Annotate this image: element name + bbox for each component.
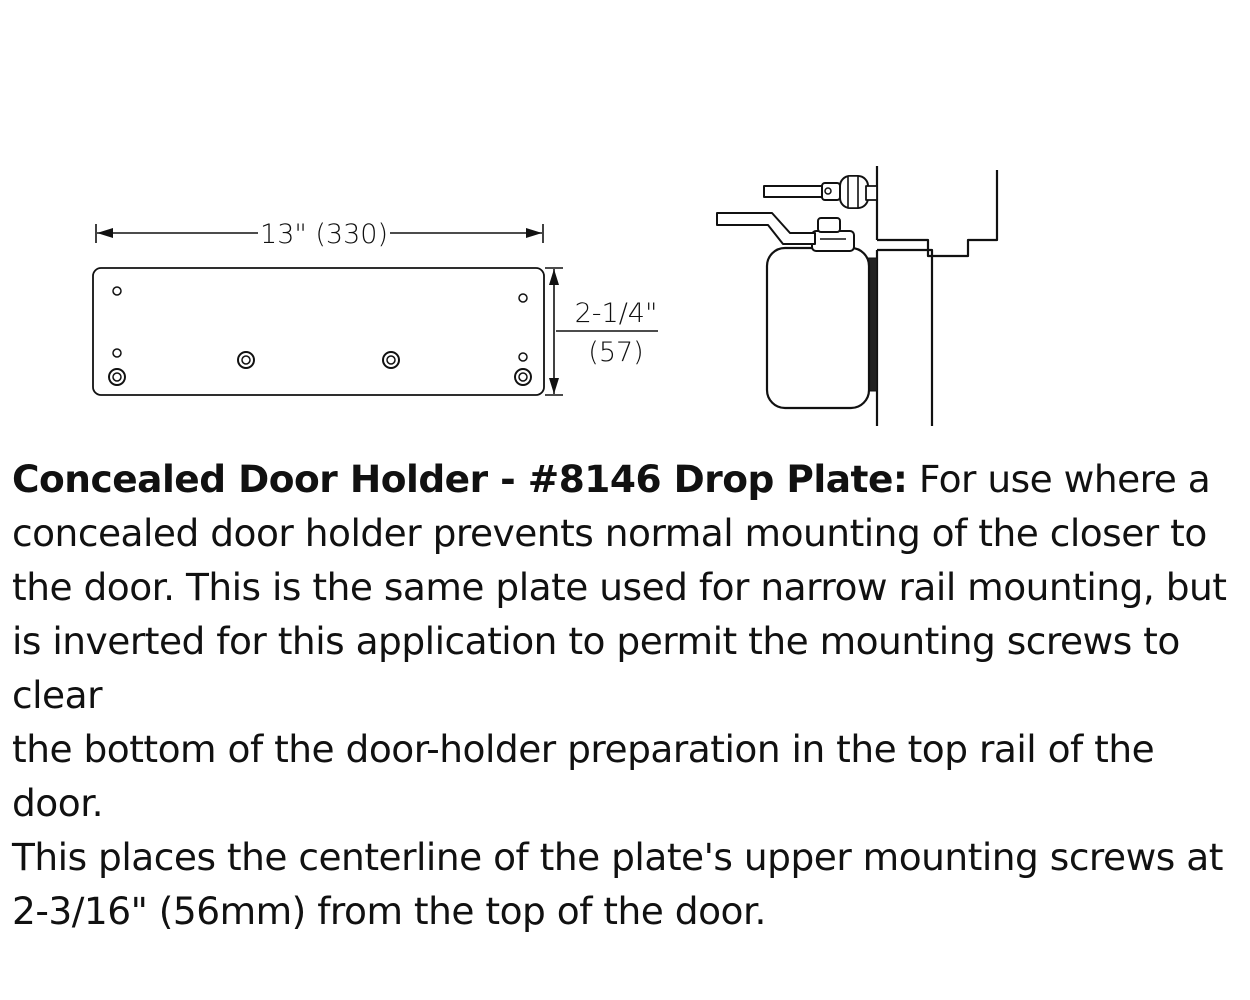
height-dimension [545,268,658,395]
closer-forearm [764,186,830,197]
description-line: For use where a [907,457,1211,501]
drop-plate-front-view [93,219,658,395]
mounting-hole [238,352,254,368]
product-description-lead: Concealed Door Holder - #8146 Drop Plate: [12,457,908,501]
product-description [12,452,1248,938]
drop-plate-outline [93,268,544,395]
mounting-hole [383,352,399,368]
closer-main-arm [717,213,815,244]
door-frame-outline [877,166,997,256]
closer-body [767,248,869,408]
mounting-hole [109,369,125,385]
description-line: the bottom of the door-holder preparation in the top rail of the door. [12,727,1155,825]
description-line: 2-3/16" (56mm) from the top of the door. [12,889,766,933]
mounting-hole [519,294,527,302]
mounting-hole [519,353,527,361]
mounting-hole [113,349,121,357]
height-dimension-label: 2-1/4" [574,298,658,329]
description-line: concealed door holder prevents normal mounting of the closer to [12,511,1207,555]
height-dimension-metric-label: (57) [588,337,644,368]
description-line: the door. This is the same plate used for narrow rail mounting, but [12,565,1227,609]
mounting-hole [113,287,121,295]
description-line: This places the centerline of the plate's upper mounting screws at [12,835,1223,879]
mounting-hole [515,369,531,385]
plate-mounting-holes [109,287,531,385]
width-dimension-label: 13" (330) [260,219,388,250]
closer-side-view [717,166,997,426]
closer-spindle [812,231,854,251]
description-line: is inverted for this application to permit the mounting screws to clear [12,619,1180,717]
door-top-rail [877,250,932,426]
